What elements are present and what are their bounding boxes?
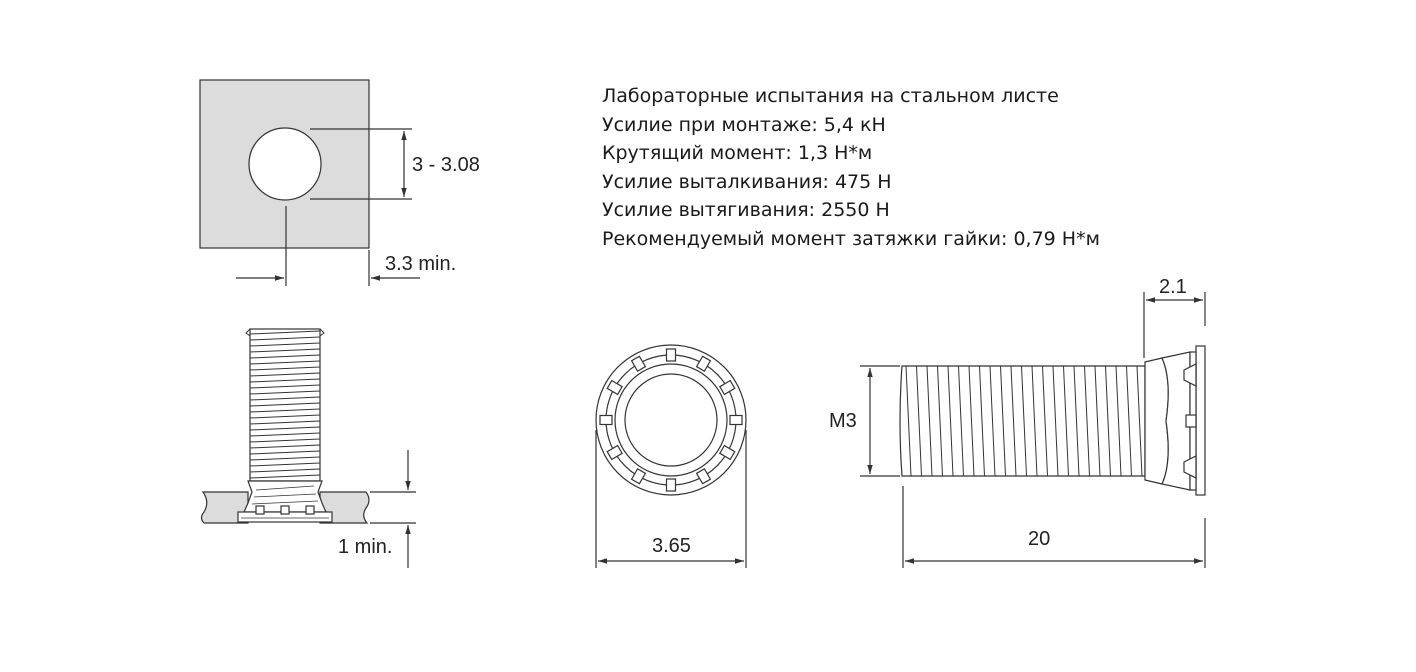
spec-pushout-force: Усилие выталкивания: 475 Н	[602, 170, 892, 193]
length-label: 20	[1028, 528, 1051, 550]
serration-tooth	[600, 416, 612, 425]
serration-tooth	[720, 381, 735, 395]
shank-outer-circle	[615, 364, 727, 476]
serration-tooth	[667, 349, 676, 361]
head-diameter-label: 3.65	[652, 535, 691, 557]
head-serration-teeth	[600, 349, 742, 491]
head-outer-circle	[596, 345, 746, 495]
mounting-hole	[249, 128, 321, 200]
serration-tooth	[667, 479, 676, 491]
serration-tooth	[730, 416, 742, 425]
stud-collar	[1145, 358, 1168, 484]
serration-tooth	[697, 356, 711, 371]
sheet-thickness-label: 1 min.	[338, 536, 393, 558]
serration-tooth	[607, 446, 622, 460]
serration-tooth	[632, 356, 646, 371]
serration-tooth	[697, 469, 711, 484]
stud-side-view	[900, 346, 1205, 495]
specs-heading: Лабораторные испытания на стальном листе	[602, 85, 1059, 107]
stud-flange	[1196, 346, 1205, 495]
installed-stud-view	[202, 329, 417, 568]
head-height-label: 2.1	[1159, 276, 1187, 298]
spec-nut-torque: Рекомендуемый момент затяжки гайки: 0,79 Н*м	[602, 227, 1100, 250]
spec-torque: Крутящий момент: 1,3 Н*м	[602, 142, 873, 164]
thread-label: M3	[829, 410, 857, 432]
edge-distance-label: 3.3 min.	[385, 253, 457, 275]
serration-tooth	[720, 446, 735, 460]
spec-install-force: Усилие при монтаже: 5,4 кН	[602, 113, 886, 136]
lab-test-specs	[602, 82, 1100, 253]
serration-tooth	[607, 381, 622, 395]
shank-inner-circle	[625, 374, 717, 466]
hole-diameter-label: 3 - 3.08	[412, 154, 480, 176]
serration-tooth	[632, 469, 646, 484]
spec-pullout-force: Усилие вытягивания: 2550 Н	[602, 199, 890, 221]
